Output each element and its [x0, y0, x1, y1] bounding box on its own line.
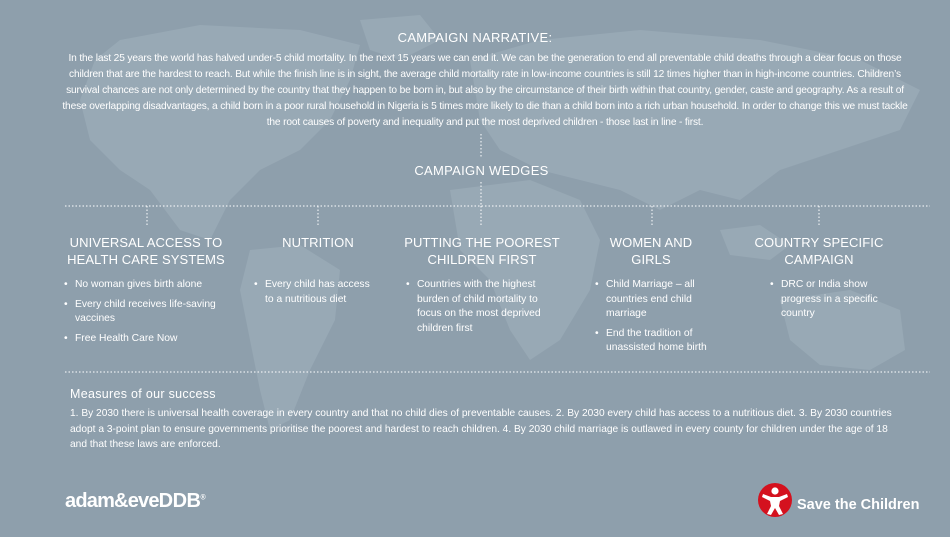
agency-name: adam&eve — [65, 490, 159, 512]
wedge-bullet: • Free Health Care Now — [64, 332, 230, 347]
wedge-bullet: • DRC or India show progress in a specific country — [770, 278, 882, 322]
wedge-title: NUTRITION — [282, 235, 354, 250]
wedge-bullet-list — [770, 278, 882, 322]
registered-mark: ® — [200, 494, 205, 502]
wedge-title: WOMEN AND GIRLS — [609, 235, 693, 267]
wedge-bullet-list — [254, 278, 372, 307]
wedge-title: COUNTRY SPECIFIC CAMPAIGN — [754, 235, 884, 267]
wedge-bullet-list — [64, 278, 230, 346]
wedge-bullet: • Child Marriage – all countries end child marriage — [595, 278, 707, 322]
agency-suffix: DDB — [158, 490, 201, 512]
wedge-title: PUTTING THE POOREST CHILDREN FIRST — [404, 235, 560, 267]
wedge-bullet: • No woman gives birth alone — [64, 278, 230, 293]
wedge-country-specific — [748, 234, 890, 327]
wedge-universal-access — [62, 234, 230, 351]
wedge-bullet-list — [595, 278, 707, 356]
wedge-bullet: • End the tradition of unassisted home birth — [595, 327, 707, 356]
wedge-nutrition — [254, 234, 382, 312]
narrative-title: CAMPAIGN NARRATIVE: — [397, 30, 553, 45]
wedges-title: CAMPAIGN WEDGES — [414, 163, 549, 178]
measures-body: 1. By 2030 there is universal health coverage in every country and that no child dies of preventable causes. 2. By 2030 every child has access to a nutritious diet. 3. By 2030 countries adopt a 3-point plan to ensure governments prioritise the poorest and hardest to reach children. 4. By 2030 child marriage is outlawed in every county for children under the age of 18 and that these laws are enforced. — [70, 408, 892, 450]
narrative-body: In the last 25 years the world has halved under-5 child mortality. In the next 15 years we can end it. We can be the generation to end all preventable child deaths through a clear focus on those children that are the hardest to reach. But while the finish line is in sight, the average child mortality rate in low-income countries is still 12 times higher than in high-income countries. Children’s survival chances are not only determined by the country that they happen to be born in, but also by the circumstance of their birth within that country, gender, caste and geography. As a result of these overlapping disadvantages, a child born in a poor rural household in Nigeria is 5 times more likely to die than a child born into a rich urban household. In order to change this we must tackle the root causes of poverty and inequality and put the most deprived children - those last in line - first. — [62, 53, 908, 128]
wedge-bullet: • Countries with the highest burden of child mortality to focus on the most deprived children first — [406, 278, 556, 336]
wedge-title: UNIVERSAL ACCESS TO HEALTH CARE SYSTEMS — [67, 235, 225, 267]
wedge-bullet-list — [406, 278, 556, 336]
save-the-children-logo-text: Save the Children — [797, 497, 920, 513]
wedge-bullet: • Every child has access to a nutritious diet — [254, 278, 372, 307]
wedge-poorest-children-first — [398, 234, 566, 341]
measures-title: Measures of our success — [70, 387, 216, 401]
adam-and-eve-ddb-logo — [65, 490, 205, 513]
save-the-children-emblem-icon — [757, 482, 793, 518]
wedge-bullet: • Every child receives life-saving vaccines — [64, 298, 230, 327]
wedge-women-and-girls — [595, 234, 707, 361]
